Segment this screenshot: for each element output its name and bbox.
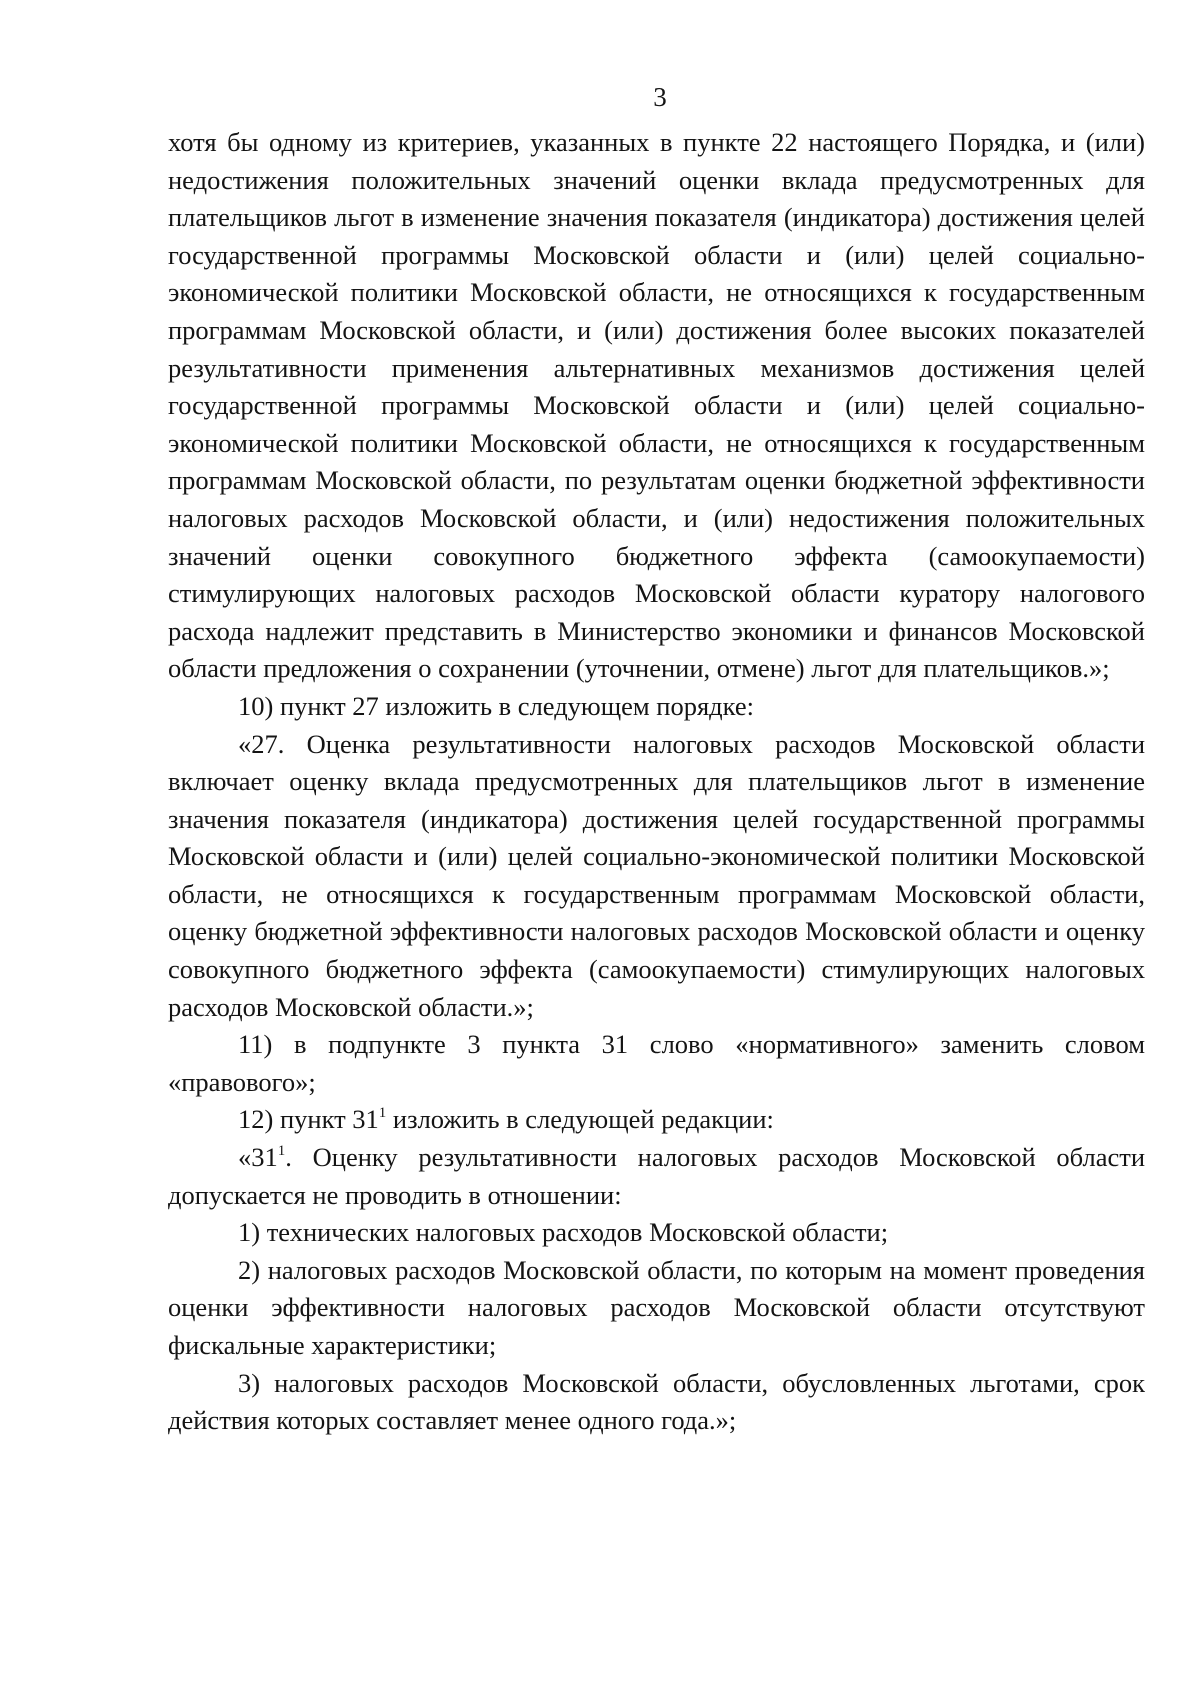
item-12-before: 12) пункт 31 xyxy=(238,1104,379,1135)
paragraph-item-12-text xyxy=(168,1139,1145,1214)
item-12-text-after: . Оценку результативности налоговых расходов Московской области допускается не проводить в отношении: xyxy=(168,1142,1145,1210)
paragraph-item-12 xyxy=(168,1101,1145,1139)
paragraph-continuation: хотя бы одному из критериев, указанных в пункте 22 настоящего Порядка, и (или) недостижения положительных значений оценки вклада предусмотренных для плательщиков льгот в изменение значения показателя (индикатора) достижения целей государственной программы Московской области и (или) целей социально-экономической политики Московской области, не относящихся к государственным программам Московской области, и (или) достижения более высоких показателей результативности применения альтернативных механизмов достижения целей государственной программы Московской области и (или) целей социально-экономической политики Московской области, не относящихся к государственным программам Московской области, по результатам оценки бюджетной эффективности налоговых расходов Московской области, и (или) недостижения положительных значений оценки совокупного бюджетного эффекта (самоокупаемости) стимулирующих налоговых расходов Московской области куратору налогового расхода надлежит представить в Министерство экономики и финансов Московской области предложения о сохранении (уточнении, отмене) льгот для плательщиков.»; xyxy=(168,127,1145,684)
item-12-superscript: 1 xyxy=(378,1105,387,1122)
item-12-text-before: «31 xyxy=(238,1142,278,1173)
item-12-after: изложить в следующей редакции: xyxy=(386,1104,774,1135)
page-number: 3 xyxy=(653,82,667,112)
paragraph-item-11: 11) в подпункте 3 пункта 31 слово «нормативного» заменить словом «правового»; xyxy=(168,1029,1145,1097)
paragraph-sub-2: 2) налоговых расходов Московской области, по которым на момент проведения оценки эффективности налоговых расходов Московской области отсутствуют фискальные характеристики; xyxy=(168,1254,1145,1360)
item-12-text-superscript: 1 xyxy=(277,1143,286,1160)
paragraph-sub-3: 3) налоговых расходов Московской области, обусловленных льготами, срок действия которых составляет менее одного года.»; xyxy=(168,1367,1145,1436)
paragraph-item-10: 10) пункт 27 изложить в следующем порядке: xyxy=(238,690,754,721)
document-body xyxy=(168,124,1145,1440)
paragraph-sub-1: 1) технических налоговых расходов Московской области; xyxy=(238,1217,889,1248)
paragraph-item-10-text: «27. Оценка результативности налоговых расходов Московской области включает оценку вклада предусмотренных для плательщиков льгот в изменение значения показателя (индикатора) достижения целей государственной программы Московской области и (или) целей социально-экономической политики Московской области, не относящихся к государственным программам Московской области, оценку бюджетной эффективности налоговых расходов Московской области и оценку совокупного бюджетного эффекта (самоокупаемости) стимулирующих налоговых расходов Московской области.»; xyxy=(168,728,1145,1022)
